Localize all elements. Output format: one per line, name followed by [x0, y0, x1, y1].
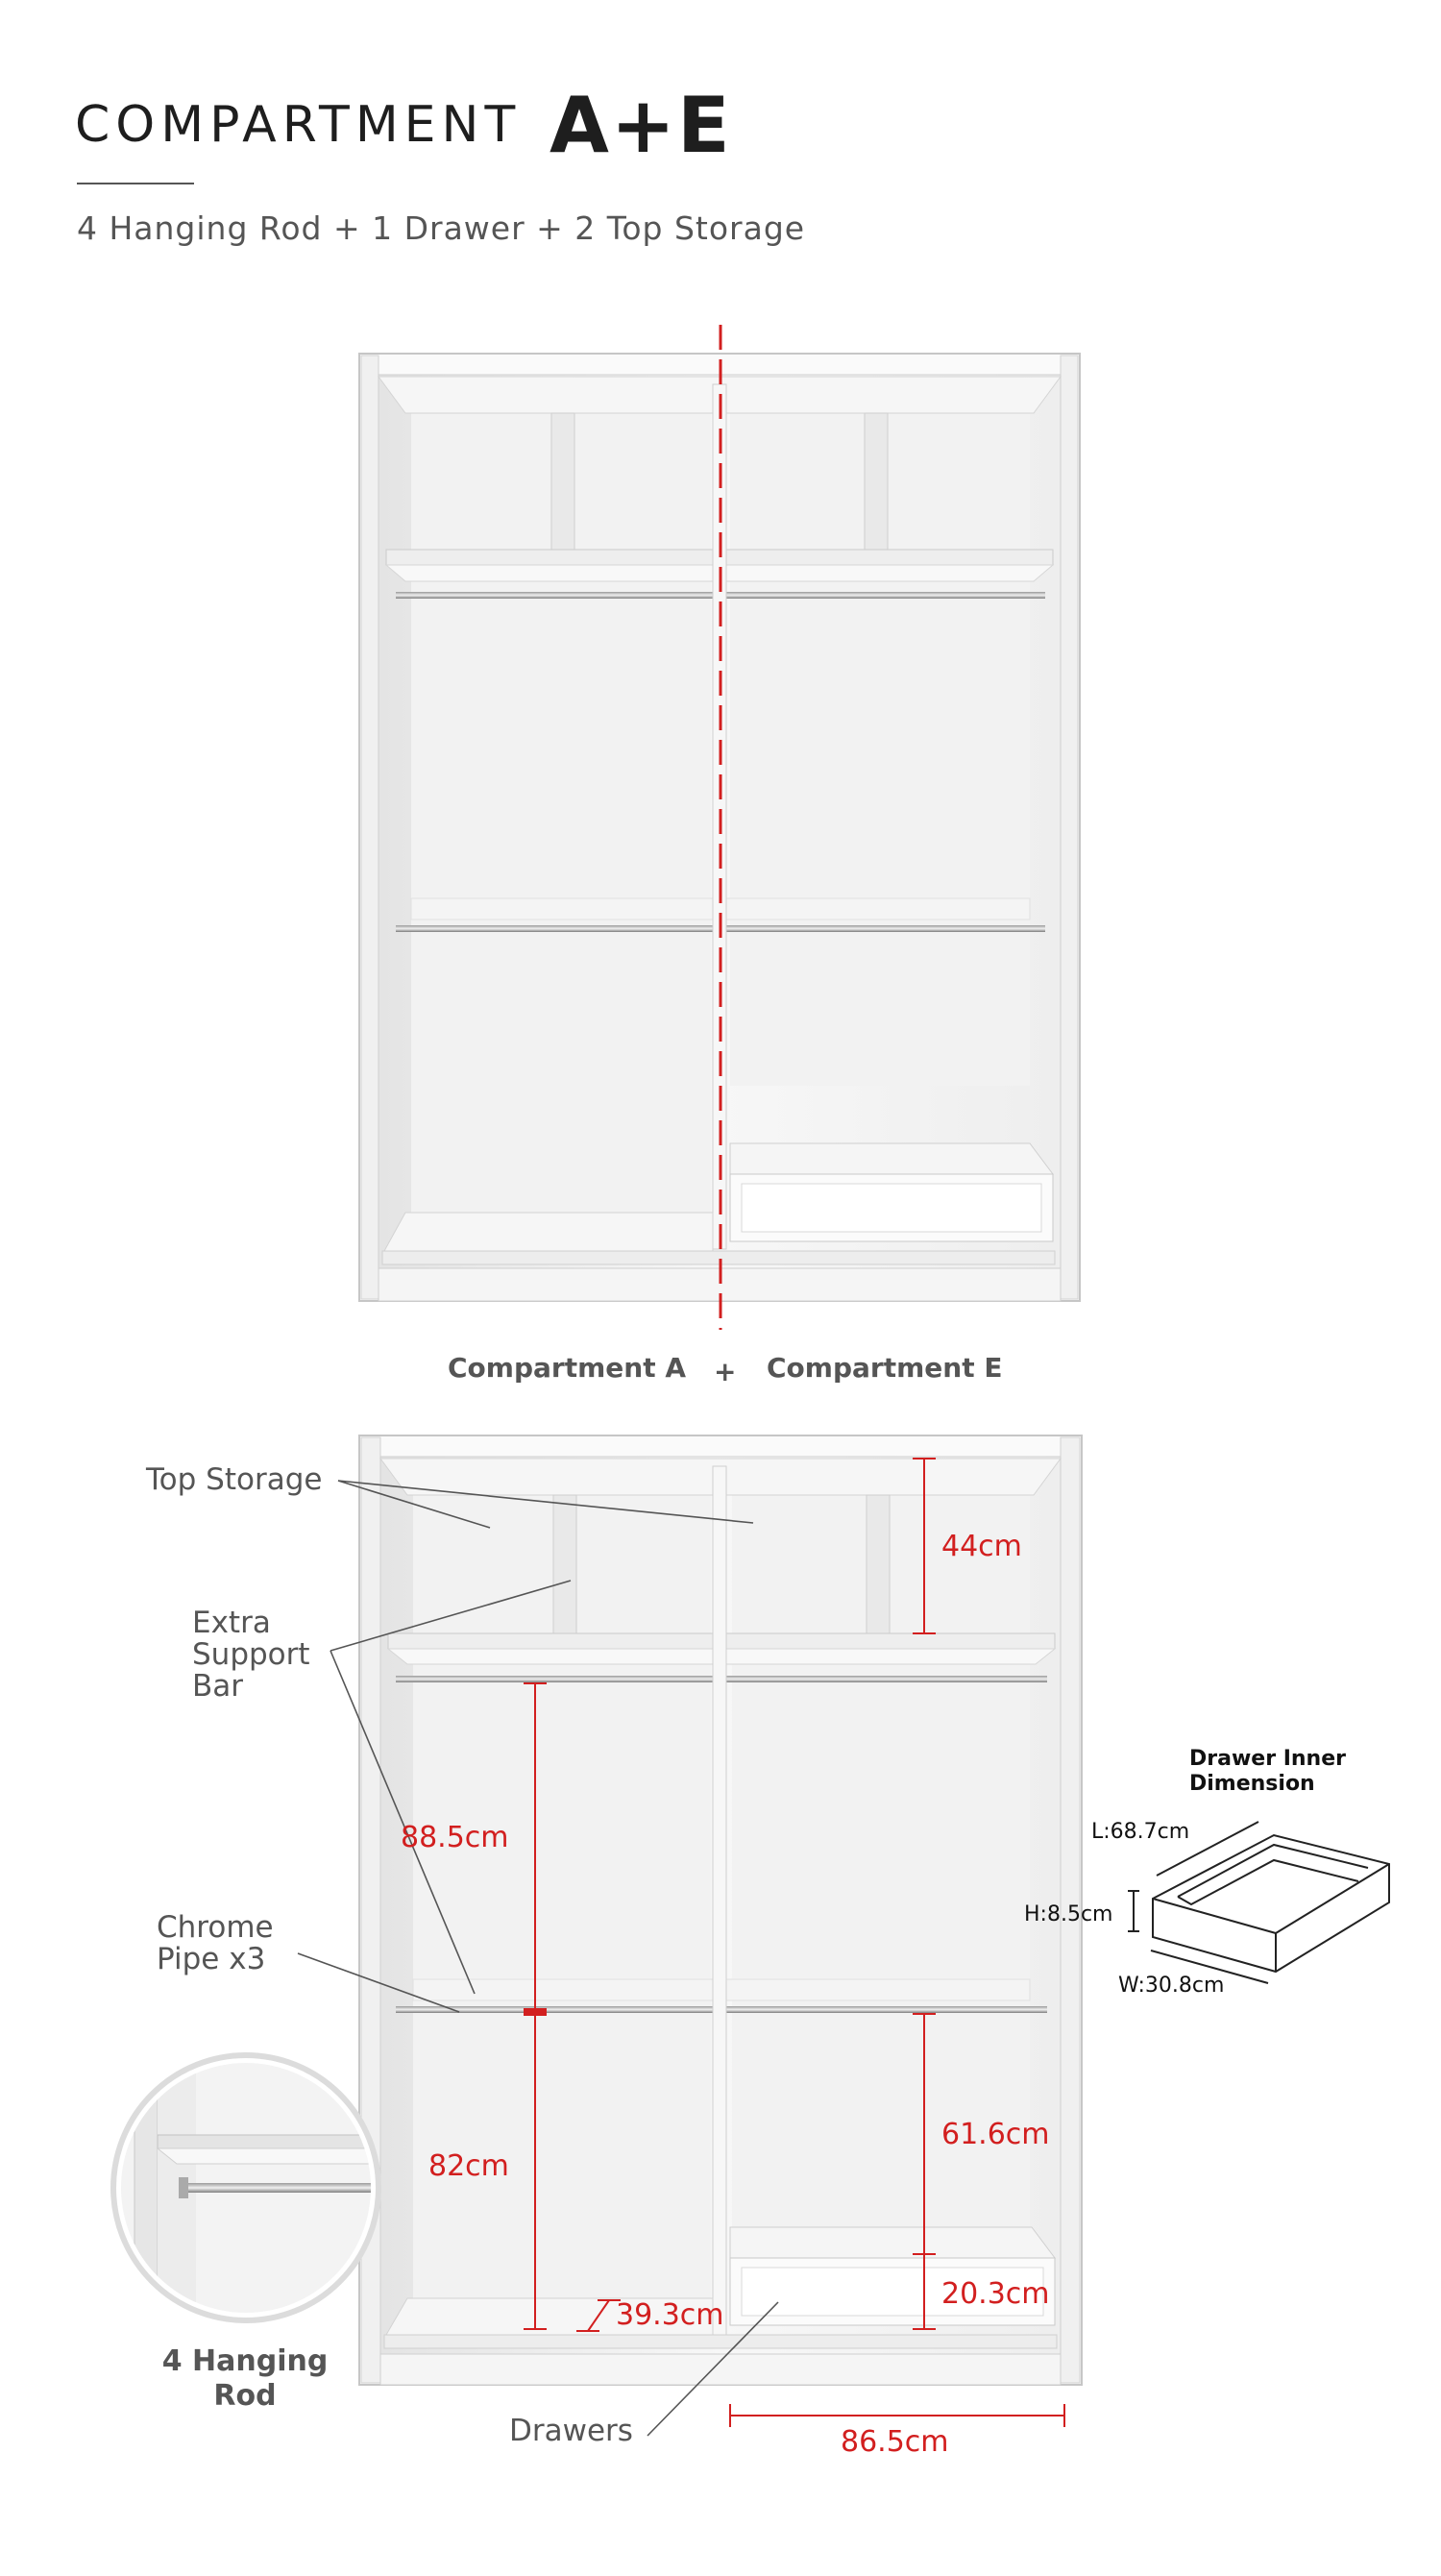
callout-line: Extra: [192, 1606, 271, 1640]
drawer-height: H:8.5cm: [1024, 1902, 1113, 1926]
drawer-length: L:68.7cm: [1091, 1820, 1190, 1844]
drawer-inner-diagram: [1128, 1822, 1389, 1983]
callout-chrome-pipe: [157, 1912, 274, 1975]
drawer-width: W:30.8cm: [1118, 1974, 1225, 1998]
label-compartment-a: Compartment A: [448, 1352, 686, 1384]
drawer-title-line: Drawer Inner: [1189, 1747, 1346, 1771]
inset-caption: [154, 2344, 336, 2414]
dim-width: 86.5cm: [841, 2425, 949, 2459]
drawer-title-line: Dimension: [1189, 1772, 1315, 1796]
label-compartment-e: Compartment E: [767, 1352, 1003, 1384]
dim-base-depth: 39.3cm: [616, 2298, 724, 2332]
dim-upper-hanging: 88.5cm: [401, 1821, 509, 1854]
callout-top-storage: Top Storage: [146, 1462, 323, 1497]
callout-line: Bar: [192, 1669, 244, 1704]
caption-line: 4 Hanging: [161, 2344, 329, 2378]
compartment-code: A+E: [550, 81, 732, 170]
plus-sign: +: [714, 1356, 737, 1387]
callout-extra-support-bar: [192, 1607, 310, 1703]
callout-line: Pipe x3: [157, 1942, 266, 1976]
dim-right-hanging: 61.6cm: [941, 2118, 1050, 2151]
callout-drawers: Drawers: [509, 2414, 633, 2448]
drawer-inner-title: [1189, 1747, 1346, 1797]
callout-line: Support: [192, 1637, 310, 1672]
hanging-rod-inset: [113, 2055, 390, 2325]
page-title: COMPARTMENT: [75, 96, 522, 154]
page-subtitle: 4 Hanging Rod + 1 Drawer + 2 Top Storage: [77, 209, 806, 247]
dim-lower-hanging: 82cm: [428, 2149, 509, 2183]
dim-drawer-height: 20.3cm: [941, 2277, 1050, 2311]
wardrobe-front-view: [359, 325, 1080, 1330]
callout-line: Chrome: [157, 1910, 274, 1945]
dim-top-storage: 44cm: [941, 1530, 1022, 1563]
caption-line: Rod: [213, 2379, 277, 2413]
